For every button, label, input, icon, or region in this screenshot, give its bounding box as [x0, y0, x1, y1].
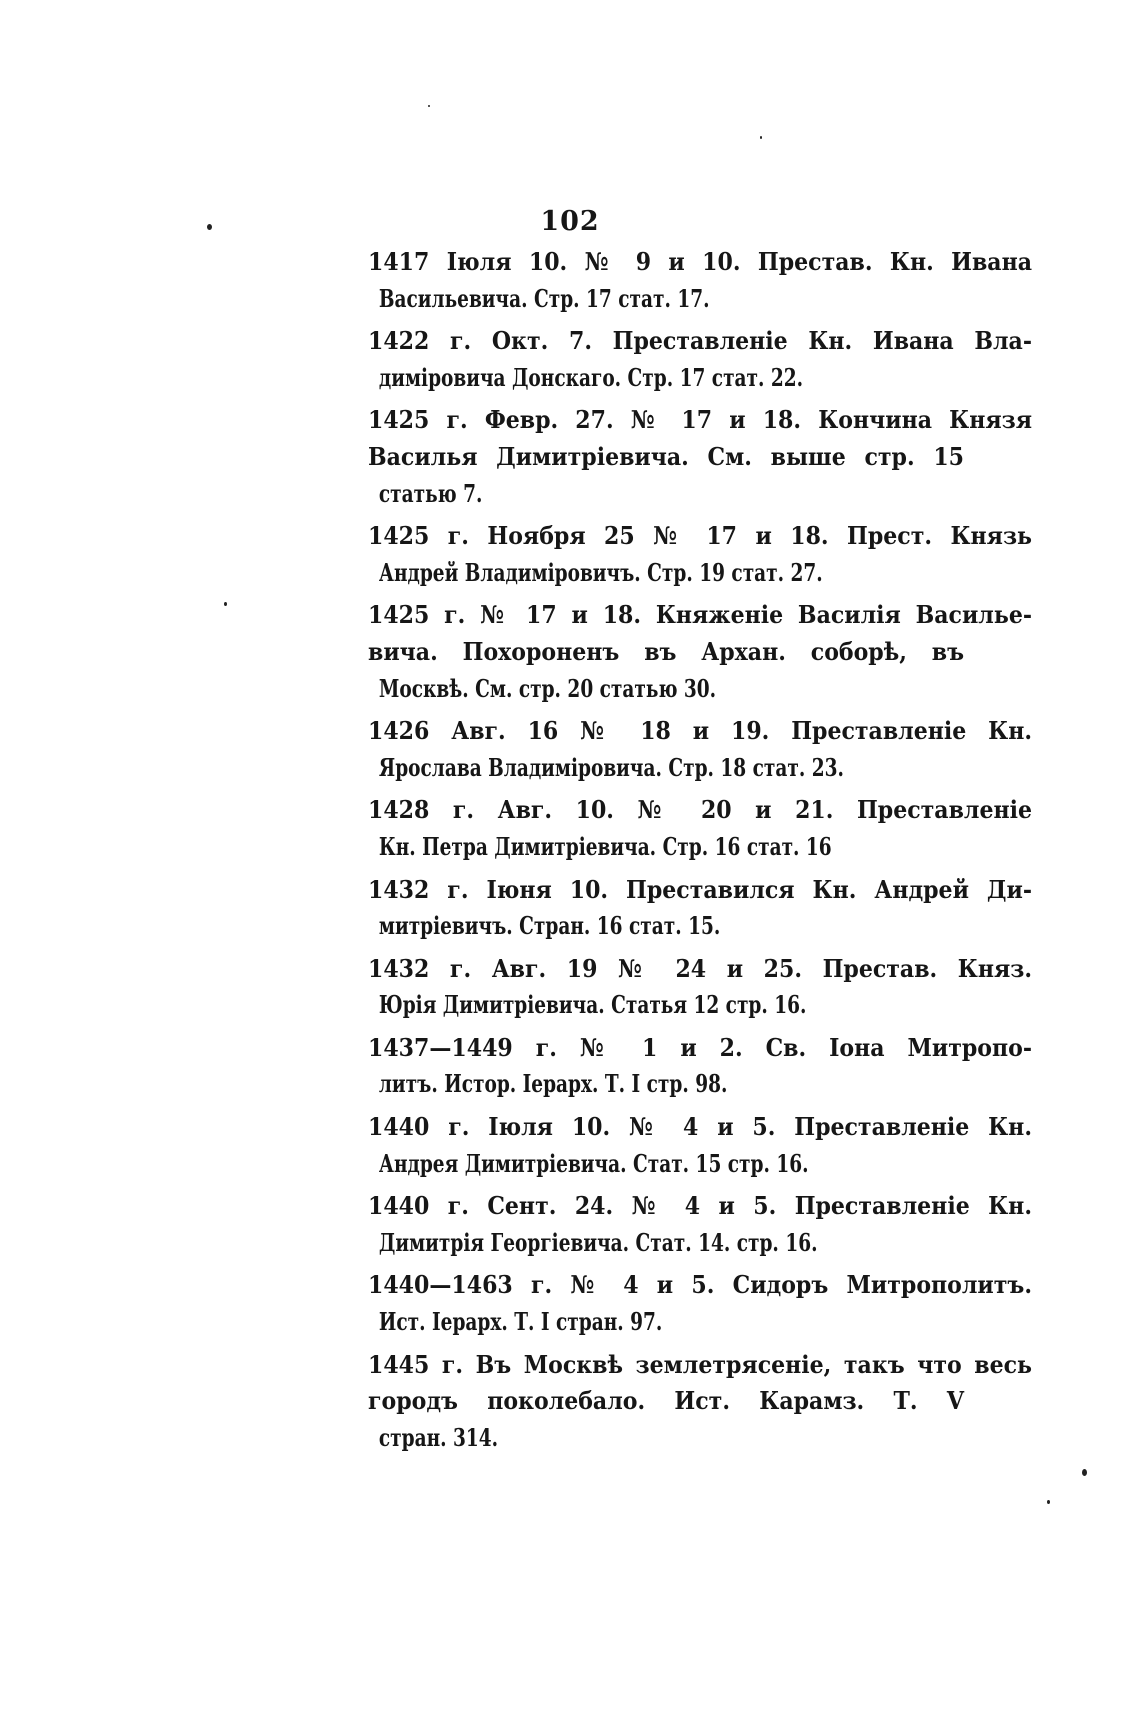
chronology-entry [368, 1109, 1032, 1182]
entry-line: 1428 г. Авг. 10. № 20 и 21. Преставленіе [368, 795, 1032, 825]
entry-line: Ист. Іерарх. Т. I стран. 97. [378, 1307, 663, 1337]
entry-line: 1432 г. Авг. 19 № 24 и 25. Престав. Княз. [368, 953, 1032, 983]
entry-line: Андрей Владиміровичъ. Стр. 19 стат. 27. [378, 557, 823, 587]
entry-line: 1432 г. Іюня 10. Преставился Кн. Андрей Ди- [368, 874, 1032, 904]
entry-line: Андрея Димитріевича. Стат. 15 стр. 16. [378, 1148, 809, 1178]
entry-line: 1425 г. № 17 и 18. Княженіе Василія Василье- [368, 600, 1032, 630]
entry-line: Кн. Петра Димитріевича. Стр. 16 стат. 16 [378, 831, 832, 861]
chronology-entry [368, 951, 1032, 1024]
chronology-entry [368, 1347, 1032, 1457]
entry-line: 1445 г. Въ Москвѣ землетрясеніе, такъ что весь [368, 1349, 1032, 1379]
entry-line: 1422 г. Окт. 7. Преставленіе Кн. Ивана Вла- [368, 326, 1032, 356]
chronology-entry [368, 518, 1032, 591]
chronology-entry [368, 597, 1032, 707]
entry-line: Ярослава Владиміровича. Стр. 18 стат. 23. [378, 752, 844, 782]
entry-line: диміровича Донскаго. Стр. 17 стат. 22. [378, 362, 804, 392]
entry-line: 1440 г. Сент. 24. № 4 и 5. Преставленіе Кн. [368, 1191, 1032, 1221]
entry-line: вича. Похороненъ въ Архан. соборѣ, въ [368, 636, 964, 666]
scan-speck [1082, 1469, 1087, 1476]
scan-speck [224, 602, 227, 606]
chronology-entry [368, 1188, 1032, 1261]
chronology-entry [368, 244, 1032, 317]
entry-line: стран. 314. [378, 1422, 499, 1452]
page-number: 102 [540, 206, 600, 237]
entry-line: 1425 г. Февр. 27. № 17 и 18. Кончина Князя [368, 405, 1032, 435]
chronology-entry [368, 792, 1032, 865]
entry-line: 1437—1449 г. № 1 и 2. Св. Іона Митропо- [368, 1032, 1032, 1062]
entry-line: статью 7. [378, 478, 483, 508]
entry-line: Москвѣ. См. стр. 20 статью 30. [378, 673, 717, 703]
entry-line: Васильевича. Стр. 17 стат. 17. [378, 283, 710, 313]
entry-line: Юрія Димитріевича. Статья 12 стр. 16. [378, 990, 807, 1020]
entry-line: митріевичъ. Стран. 16 стат. 15. [378, 911, 721, 941]
scan-speck [1047, 1500, 1050, 1504]
chronology-entry [368, 1030, 1032, 1103]
chronology-entry [368, 402, 1032, 512]
chronology-entry [368, 323, 1032, 396]
entry-line: городъ поколебало. Ист. Карамз. Т. V [368, 1386, 964, 1416]
entry-line: литъ. Истор. Іерарх. Т. I стр. 98. [378, 1069, 728, 1099]
entry-line: 1440—1463 г. № 4 и 5. Сидоръ Митрополитъ. [368, 1270, 1032, 1300]
chronology-entry [368, 713, 1032, 786]
entry-line: Димитрія Георгіевича. Стат. 14. стр. 16. [378, 1227, 818, 1257]
chronology-entries [368, 244, 1032, 1462]
entry-line: 1425 г. Ноября 25 № 17 и 18. Прест. Князь [368, 521, 1032, 551]
entry-line: 1440 г. Іюля 10. № 4 и 5. Преставленіе Кн. [368, 1112, 1032, 1142]
chronology-entry [368, 1267, 1032, 1340]
scan-speck [428, 105, 430, 107]
entry-line: 1417 Іюля 10. № 9 и 10. Престав. Кн. Ивана [368, 247, 1032, 276]
scan-speck [760, 136, 762, 139]
chronology-entry [368, 872, 1032, 945]
entry-line: 1426 Авг. 16 № 18 и 19. Преставленіе Кн. [368, 716, 1032, 746]
scan-speck [207, 224, 212, 230]
entry-line: Василья Димитріевича. См. выше стр. 15 [368, 441, 964, 471]
